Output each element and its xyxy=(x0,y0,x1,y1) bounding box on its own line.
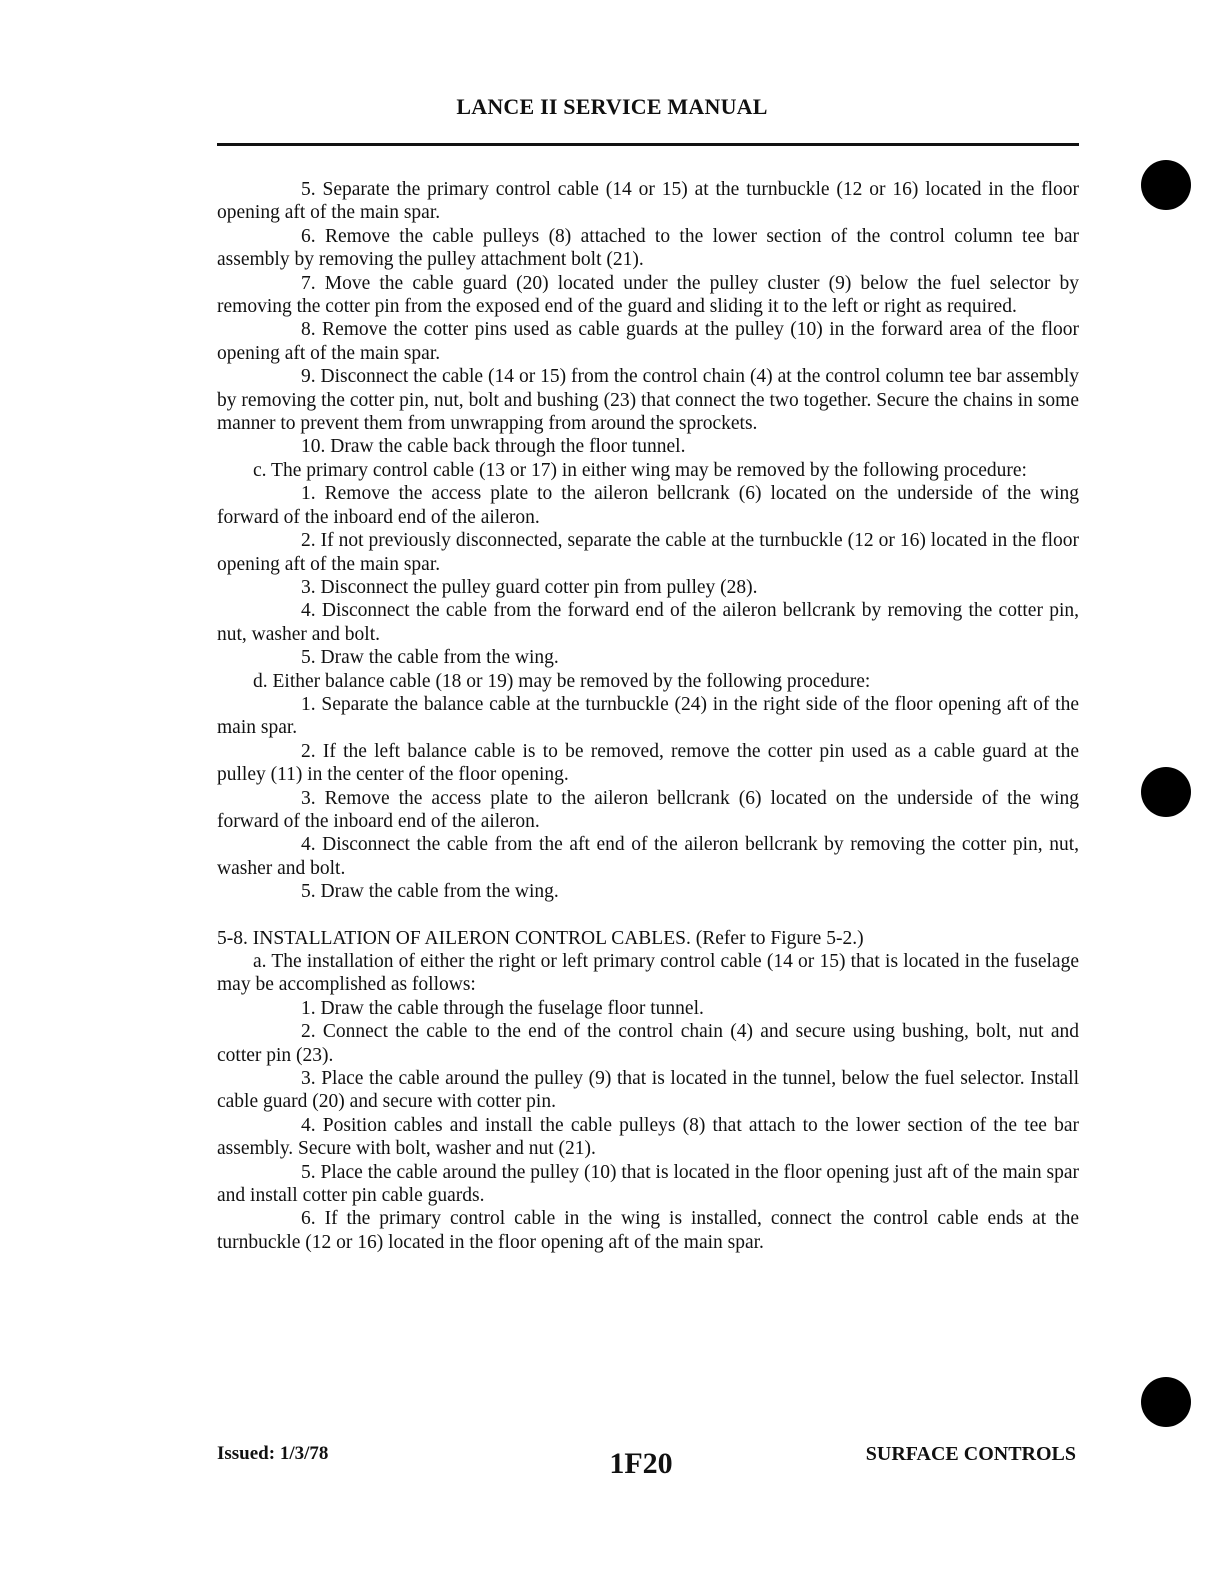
section-name: SURFACE CONTROLS xyxy=(865,1443,1076,1465)
step-paragraph: 4. Disconnect the cable from the forward end of the aileron bellcrank by removing the cotter pin, nut, washer and bolt. xyxy=(217,600,1079,645)
step-paragraph: 5. Draw the cable from the wing. xyxy=(301,647,559,669)
step-paragraph: 4. Disconnect the cable from the aft end of the aileron bellcrank by removing the cotter pin, nut, washer and bolt. xyxy=(217,834,1079,879)
sub-procedure-paragraph: c. The primary control cable (13 or 17) in either wing may be removed by the following procedure: xyxy=(253,459,1027,481)
step-paragraph: 10. Draw the cable back through the floor tunnel. xyxy=(301,436,686,458)
sub-procedure-paragraph: d. Either balance cable (18 or 19) may be removed by the following procedure: xyxy=(253,670,871,692)
step-paragraph: 7. Move the cable guard (20) located under the pulley cluster (9) below the fuel selector by removing the cotter pin from the exposed end of the guard and sliding it to the left or right as required. xyxy=(217,272,1079,318)
step-paragraph: 3. Remove the access plate to the aileron bellcrank (6) located on the underside of the wing forward of the inboard end of the aileron. xyxy=(217,787,1079,832)
step-paragraph: 3. Place the cable around the pulley (9) that is located in the tunnel, below the fuel selector. Install cable guard (20) and secure with cotter pin. xyxy=(217,1068,1079,1113)
step-paragraph: 6. If the primary control cable in the wing is installed, connect the control cable ends at the turnbuckle (12 or 16) located in the floor opening aft of the main spar. xyxy=(217,1208,1079,1253)
step-paragraph: 4. Position cables and install the cable pulleys (8) that attach to the lower section of the tee bar assembly. Secure with bolt, washer and nut (21). xyxy=(217,1114,1079,1160)
punch-hole-top xyxy=(1141,160,1191,210)
step-paragraph: 1. Separate the balance cable at the turnbuckle (24) in the right side of the floor opening aft of the main spar. xyxy=(217,693,1079,739)
issued-date: Issued: 1/3/78 xyxy=(217,1443,329,1464)
step-paragraph: 1. Remove the access plate to the aileron bellcrank (6) located on the underside of the wing forward of the inboard end of the aileron. xyxy=(217,483,1079,528)
step-paragraph: 2. Connect the cable to the end of the control chain (4) and secure using bushing, bolt, nut and cotter pin (23). xyxy=(217,1021,1079,1066)
punch-hole-bottom xyxy=(1141,1377,1191,1427)
page-number: 1F20 xyxy=(609,1447,673,1480)
step-paragraph: 5. Draw the cable from the wing. xyxy=(301,881,559,903)
punch-hole-middle xyxy=(1141,767,1191,817)
step-paragraph: 6. Remove the cable pulleys (8) attached to the lower section of the control column tee bar assembly by removing the pulley attachment bolt (21). xyxy=(217,225,1079,271)
step-paragraph: 3. Disconnect the pulley guard cotter pin from pulley (28). xyxy=(301,576,758,598)
sub-procedure-paragraph: a. The installation of either the right or left primary control cable (14 or 15) that is located in the fuselage may be accomplished as follows: xyxy=(217,951,1079,996)
step-paragraph: 8. Remove the cotter pins used as cable guards at the pulley (10) in the forward area of the floor opening aft of the main spar. xyxy=(217,319,1079,364)
step-paragraph: 9. Disconnect the cable (14 or 15) from the control chain (4) at the control column tee bar assembly by removing the cotter pin, nut, bolt and bushing (23) that connect the two together. Secure the chains in some manner to prevent them from unwrapping from around the sprockets. xyxy=(217,366,1079,435)
manual-body xyxy=(217,178,1079,1254)
page-title: LANCE II SERVICE MANUAL xyxy=(456,94,768,119)
section-heading: 5-8. INSTALLATION OF AILERON CONTROL CABLES. (Refer to Figure 5-2.) xyxy=(217,927,864,949)
step-paragraph: 2. If the left balance cable is to be removed, remove the cotter pin used as a cable guard at the pulley (11) in the center of the floor opening. xyxy=(217,740,1079,786)
header-rule xyxy=(217,143,1079,146)
step-paragraph: 1. Draw the cable through the fuselage floor tunnel. xyxy=(301,997,704,1019)
step-paragraph: 5. Place the cable around the pulley (10) that is located in the floor opening just aft of the main spar and install cotter pin cable guards. xyxy=(217,1161,1079,1207)
step-paragraph: 5. Separate the primary control cable (14 or 15) at the turnbuckle (12 or 16) located in the floor opening aft of the main spar. xyxy=(217,179,1079,224)
step-paragraph: 2. If not previously disconnected, separate the cable at the turnbuckle (12 or 16) located in the floor opening aft of the main spar. xyxy=(217,530,1079,575)
